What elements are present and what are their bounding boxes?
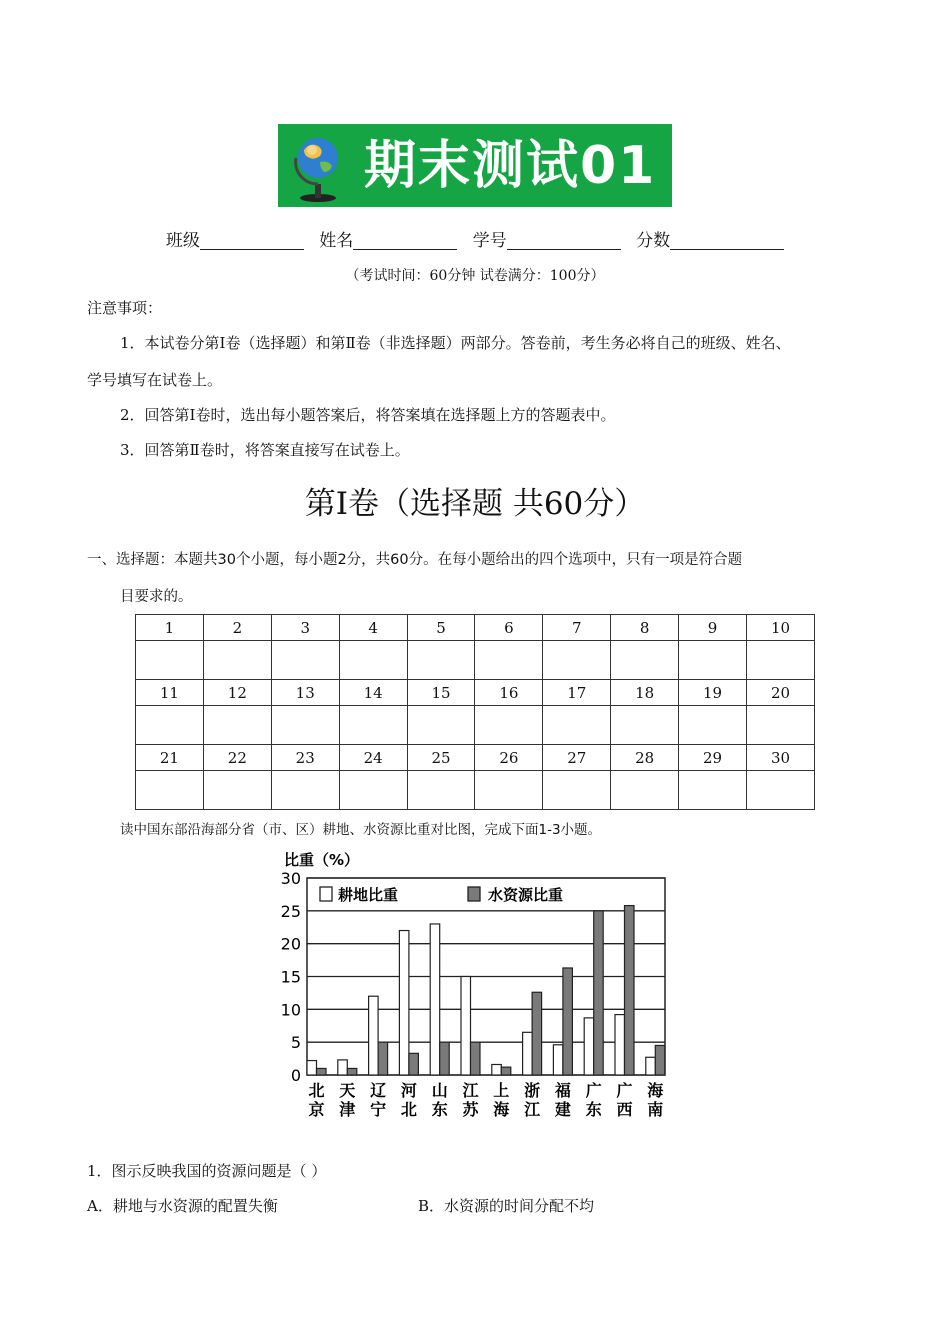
answer-cell[interactable]	[747, 706, 815, 745]
answer-cell[interactable]	[679, 771, 747, 810]
question-number: 12	[203, 680, 271, 706]
note-item-2: 2．回答第Ⅰ卷时，选出每小题答案后，将答案填在选择题上方的答题表中。	[120, 406, 616, 424]
x-category-label: 北	[400, 1100, 417, 1119]
answer-cell[interactable]	[611, 641, 679, 680]
score-blank[interactable]	[670, 231, 784, 250]
chart-bars	[307, 906, 665, 1075]
answer-cell[interactable]	[271, 641, 339, 680]
title-banner	[278, 124, 672, 207]
legend-swatch-water	[468, 887, 480, 901]
table-row	[136, 771, 815, 810]
legend-swatch-farmland	[320, 887, 332, 901]
name-blank[interactable]	[353, 231, 457, 250]
x-category-label: 河	[400, 1081, 417, 1100]
note-item-1-cont: 学号填写在试卷上。	[87, 371, 223, 389]
x-category-label: 京	[308, 1100, 325, 1119]
x-category-label: 浙	[524, 1081, 541, 1100]
table-row	[136, 641, 815, 680]
note-item-1: 1．本试卷分第Ⅰ卷（选择题）和第Ⅱ卷（非选择题）两部分。答卷前，考生务必将自己的班级、姓名、	[120, 334, 791, 352]
question-number: 2	[203, 615, 271, 641]
farmland-bar	[584, 1018, 594, 1075]
x-category-label: 西	[616, 1100, 633, 1119]
y-tick-label: 25	[280, 901, 301, 921]
question-number: 13	[271, 680, 339, 706]
answer-cell[interactable]	[407, 641, 475, 680]
farmland-bar	[615, 1015, 625, 1075]
y-tick-label: 5	[290, 1033, 301, 1053]
question-number: 5	[407, 615, 475, 641]
name-label: 姓名	[319, 231, 354, 251]
answer-cell[interactable]	[679, 706, 747, 745]
farmland-bar	[399, 931, 409, 1075]
question-number: 11	[136, 680, 204, 706]
note-item-3: 3．回答第Ⅱ卷时，将答案直接写在试卷上。	[120, 441, 410, 459]
answer-cell[interactable]	[543, 641, 611, 680]
x-category-label: 东	[431, 1100, 448, 1119]
x-category-label: 江	[524, 1100, 541, 1119]
question-number: 21	[136, 745, 204, 771]
question-1-stem: 1．图示反映我国的资源问题是（ ）	[87, 1162, 327, 1180]
answer-cell[interactable]	[136, 771, 204, 810]
chart-caption: 读中国东部沿海部分省（市、区）耕地、水资源比重对比图，完成下面1-3小题。	[120, 822, 602, 838]
legend-label-water: 水资源比重	[488, 886, 564, 904]
student-no-label: 学号	[472, 231, 507, 251]
water-bar	[655, 1045, 665, 1075]
question-number: 26	[475, 745, 543, 771]
answer-table	[135, 614, 815, 810]
x-category-label: 苏	[462, 1100, 479, 1119]
farmland-bar	[492, 1064, 502, 1075]
question-number: 4	[339, 615, 407, 641]
farmland-bar	[338, 1060, 348, 1075]
question-number: 28	[611, 745, 679, 771]
question-number: 17	[543, 680, 611, 706]
x-category-label: 东	[585, 1100, 602, 1119]
question-number: 10	[747, 615, 815, 641]
question-number: 30	[747, 745, 815, 771]
y-tick-label: 30	[280, 869, 301, 888]
y-axis-label: 比重（%）	[284, 851, 360, 869]
answer-cell[interactable]	[203, 706, 271, 745]
answer-cell[interactable]	[271, 771, 339, 810]
question-number: 16	[475, 680, 543, 706]
answer-cell[interactable]	[475, 641, 543, 680]
question-number: 14	[339, 680, 407, 706]
x-category-label: 宁	[370, 1100, 387, 1119]
question-number: 29	[679, 745, 747, 771]
table-row	[136, 745, 815, 771]
answer-cell[interactable]	[747, 771, 815, 810]
answer-cell[interactable]	[475, 771, 543, 810]
water-bar	[471, 1042, 481, 1075]
farmland-bar	[646, 1057, 656, 1075]
class-blank[interactable]	[200, 231, 304, 250]
chart-grid	[307, 878, 665, 1075]
answer-cell[interactable]	[611, 771, 679, 810]
water-bar	[347, 1068, 357, 1075]
x-category-label: 广	[616, 1081, 633, 1100]
answer-cell[interactable]	[136, 706, 204, 745]
question-number: 27	[543, 745, 611, 771]
question-number: 20	[747, 680, 815, 706]
question-number: 9	[679, 615, 747, 641]
water-bar	[378, 1042, 388, 1075]
table-row	[136, 615, 815, 641]
y-tick-label: 10	[280, 1000, 301, 1020]
question-number: 8	[611, 615, 679, 641]
question-number: 19	[679, 680, 747, 706]
farmland-bar	[461, 977, 471, 1076]
y-tick-label: 0	[290, 1066, 301, 1085]
resource-bar-chart	[270, 845, 690, 1125]
table-row	[136, 680, 815, 706]
x-category-label: 建	[554, 1100, 571, 1119]
question-number: 23	[271, 745, 339, 771]
answer-cell[interactable]	[339, 641, 407, 680]
section1-line1: 一、选择题：本题共30个小题，每小题2分，共60分。在每小题给出的四个选项中，只有一项是符合题	[87, 552, 743, 568]
question-number: 3	[271, 615, 339, 641]
water-bar	[532, 992, 542, 1075]
student-no-blank[interactable]	[507, 231, 621, 250]
answer-cell[interactable]	[339, 706, 407, 745]
farmland-bar	[369, 996, 379, 1075]
answer-cell[interactable]	[407, 706, 475, 745]
section1-line2: 目要求的。	[120, 589, 193, 605]
answer-cell[interactable]	[339, 771, 407, 810]
question-number: 25	[407, 745, 475, 771]
answer-cell[interactable]	[475, 706, 543, 745]
y-tick-label: 20	[280, 934, 301, 954]
farmland-bar	[307, 1061, 317, 1075]
water-bar	[625, 906, 635, 1075]
globe-icon	[290, 130, 346, 202]
x-category-label: 福	[554, 1081, 571, 1100]
class-label: 班级	[165, 231, 200, 251]
x-category-label: 辽	[370, 1081, 387, 1100]
water-bar	[563, 968, 573, 1075]
x-categories	[308, 1081, 664, 1119]
question-1-option-a[interactable]: A．耕地与水资源的配置失衡	[87, 1197, 278, 1215]
answer-cell[interactable]	[136, 641, 204, 680]
farmland-bar	[553, 1045, 563, 1075]
x-category-label: 山	[431, 1081, 448, 1100]
table-row	[136, 706, 815, 745]
water-bar	[594, 911, 604, 1075]
banner-title: 期末测试01	[364, 135, 657, 196]
water-bar	[501, 1067, 511, 1075]
question-number: 22	[203, 745, 271, 771]
x-category-label: 津	[339, 1100, 356, 1119]
x-category-label: 广	[585, 1081, 602, 1100]
answer-cell[interactable]	[543, 706, 611, 745]
notes-heading: 注意事项：	[87, 299, 163, 317]
x-category-label: 天	[339, 1081, 356, 1100]
answer-cell[interactable]	[407, 771, 475, 810]
question-1-option-b[interactable]: B．水资源的时间分配不均	[418, 1197, 595, 1215]
x-category-label: 江	[462, 1081, 479, 1100]
x-category-label: 海	[647, 1081, 664, 1100]
y-ticks	[281, 869, 301, 1085]
answer-cell[interactable]	[747, 641, 815, 680]
y-tick-label: 15	[280, 967, 301, 987]
x-category-label: 海	[493, 1100, 510, 1119]
chart-legend	[320, 886, 563, 904]
part1-title: 第Ⅰ卷（选择题 共60分）	[304, 486, 646, 522]
legend-label-farmland: 耕地比重	[338, 886, 399, 904]
answer-cell[interactable]	[543, 771, 611, 810]
answer-cell[interactable]	[679, 641, 747, 680]
question-number: 18	[611, 680, 679, 706]
x-category-label: 北	[308, 1081, 325, 1100]
water-bar	[317, 1068, 327, 1075]
farmland-bar	[523, 1032, 533, 1075]
question-number: 1	[136, 615, 204, 641]
score-label: 分数	[636, 231, 671, 251]
farmland-bar	[430, 924, 440, 1075]
question-number: 6	[475, 615, 543, 641]
answer-cell[interactable]	[203, 771, 271, 810]
exam-meta: （考试时间：60分钟 试卷满分：100分）	[345, 268, 605, 284]
answer-cell[interactable]	[271, 706, 339, 745]
question-number: 7	[543, 615, 611, 641]
answer-cell[interactable]	[611, 706, 679, 745]
water-bar	[440, 1042, 450, 1075]
question-number: 24	[339, 745, 407, 771]
question-number: 15	[407, 680, 475, 706]
x-category-label: 南	[647, 1100, 664, 1119]
water-bar	[409, 1053, 419, 1075]
student-info-line	[0, 226, 950, 251]
answer-cell[interactable]	[203, 641, 271, 680]
x-category-label: 上	[493, 1081, 510, 1100]
